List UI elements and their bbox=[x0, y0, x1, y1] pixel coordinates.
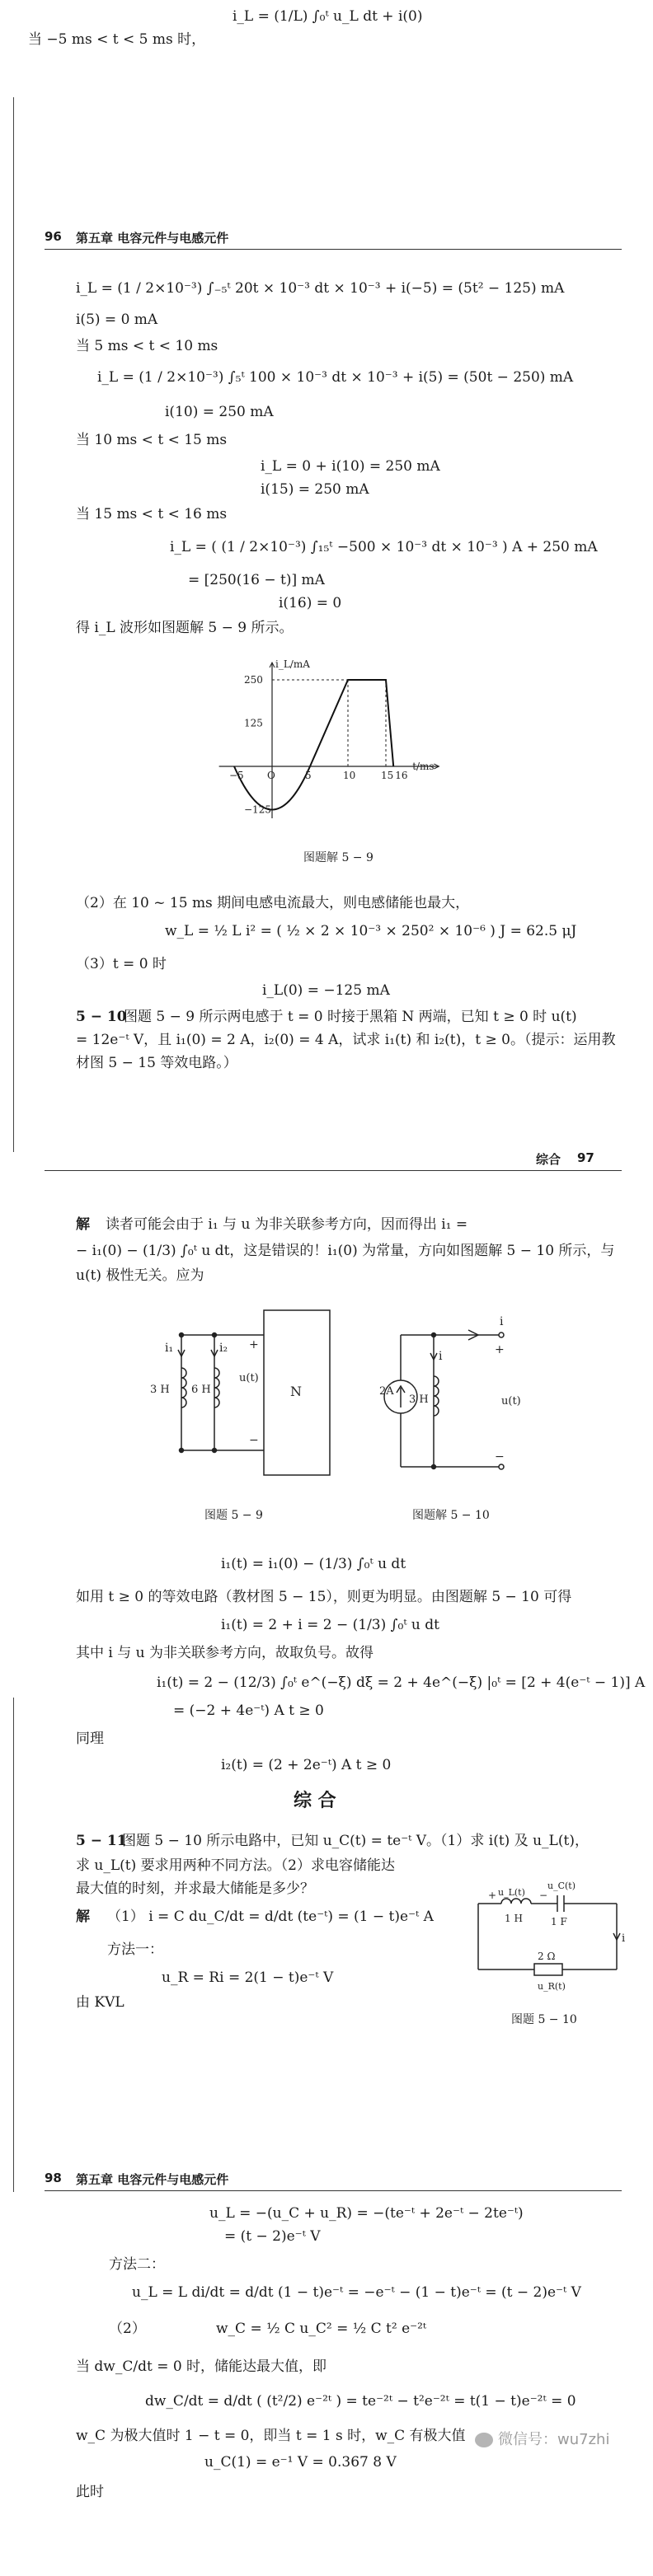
solution-label: 解 bbox=[76, 1216, 90, 1233]
label-plus: + bbox=[495, 1343, 505, 1356]
equation: u_L = L di/dt = d/dt (1 − t)e⁻ᵗ = −e⁻ᵗ − (1 − t)e⁻ᵗ = (t − 2)e⁻ᵗ V bbox=[132, 2284, 581, 2301]
equation: i₂(t) = (2 + 2e⁻ᵗ) A t ≥ 0 bbox=[221, 1757, 392, 1773]
inductor-3h bbox=[181, 1368, 186, 1407]
top-formula: i_L = (1/L) ∫₀ᵗ u_L dt + i(0) bbox=[233, 8, 423, 25]
problem-number: 5 − 11 bbox=[76, 1833, 127, 1849]
solution-text: u(t) 极性无关。应为 bbox=[76, 1267, 204, 1284]
circuit-figure-5-10 bbox=[468, 1879, 633, 2002]
text-line: 同理 bbox=[76, 1731, 104, 1747]
chapter-title: 第五章 电容元件与电感元件 bbox=[76, 231, 229, 246]
label-ul: u_L(t) bbox=[498, 1887, 525, 1898]
watermark bbox=[475, 2428, 609, 2449]
label-minus: − bbox=[539, 1890, 548, 1901]
chapter-title: 第五章 电容元件与电感元件 bbox=[76, 2172, 229, 2187]
problem-text: 图题 5 − 9 所示两电感于 t = 0 时接于黑箱 N 两端，已知 t ≥ 0 时 u(t) bbox=[124, 1009, 577, 1025]
x-tick-label: 15 bbox=[381, 770, 394, 781]
label-1f: 1 F bbox=[551, 1916, 567, 1927]
x-tick-label: 5 bbox=[305, 770, 312, 781]
text-line: 由 KVL bbox=[76, 1994, 124, 2011]
equation: （1） i = C du_C/dt = d/dt (te⁻ᵗ) = (1 − t)e⁻ᵗ A bbox=[107, 1909, 434, 1925]
chart-labels bbox=[229, 658, 435, 816]
problem-text: = 12e⁻ᵗ V，且 i₁(0) = 2 A，i₂(0) = 4 A，试求 i₁(t) 和 i₂(t)，t ≥ 0。（提示：运用教 bbox=[76, 1032, 616, 1048]
label-i1: i₁ bbox=[165, 1342, 174, 1355]
text-line: w_C 为极大值时 1 − t = 0，即当 t = 1 s 时，w_C 有极大值 bbox=[76, 2428, 466, 2444]
part3-text: （3）t = 0 时 bbox=[76, 956, 167, 972]
label-6h: 6 H bbox=[191, 1384, 211, 1396]
equation: = [250(16 − t)] mA bbox=[188, 572, 325, 588]
label-i: i bbox=[622, 1932, 626, 1945]
equation: = (−2 + 4e⁻ᵗ) A t ≥ 0 bbox=[173, 1703, 324, 1719]
energy-equation: w_L = ½ L i² = ( ½ × 2 × 10⁻³ × 250² × 10⁻⁶ ) J = 62.5 μJ bbox=[165, 923, 577, 939]
problem-text: 图题 5 − 10 所示电路中，已知 u_C(t) = te⁻ᵗ V。（1）求 i(t) 及 u_L(t)， bbox=[122, 1833, 589, 1849]
method-label: 方法二： bbox=[109, 2256, 165, 2273]
y-axis-label: i_L/mA bbox=[275, 658, 310, 670]
page-number: 96 bbox=[45, 229, 62, 244]
label-3h: 3 H bbox=[409, 1393, 429, 1406]
label-i2: i₂ bbox=[219, 1342, 228, 1355]
figure-caption: 图题 5 − 10 bbox=[511, 2013, 577, 2026]
problem-text: 材图 5 − 15 等效电路。） bbox=[76, 1055, 237, 1071]
method-label: 方法一： bbox=[107, 1941, 163, 1958]
condition: 当 15 ms < t < 16 ms bbox=[76, 506, 228, 522]
problem-number: 5 − 10 bbox=[76, 1009, 127, 1025]
x-tick-label: O bbox=[267, 770, 275, 781]
label-i-top: i bbox=[500, 1315, 504, 1328]
label-ur: u_R(t) bbox=[538, 1981, 566, 1992]
chart-marks bbox=[234, 680, 393, 810]
equation: i(16) = 0 bbox=[279, 595, 342, 611]
chart-axes bbox=[219, 663, 439, 818]
top-condition: 当 −5 ms < t < 5 ms 时， bbox=[28, 31, 206, 48]
x-axis-label: t/ms bbox=[412, 761, 435, 772]
equation: i_L = (1 / 2×10⁻³) ∫₅ᵗ 100 × 10⁻³ dt × 10⁻³ + i(5) = (50t − 250) mA bbox=[97, 369, 574, 386]
inductor-1h bbox=[501, 1899, 531, 1904]
condition: 当 10 ms < t < 15 ms bbox=[76, 432, 228, 448]
x-tick-label: −5 bbox=[229, 770, 244, 781]
x-tick-label: 16 bbox=[395, 770, 408, 781]
condition: 当 dw_C/dt = 0 时，储能达最大值，即 bbox=[76, 2358, 327, 2375]
page-number: 97 bbox=[577, 1150, 594, 1165]
resistor-2ohm bbox=[534, 1964, 562, 1975]
circuit-figure-solution-5-10 bbox=[378, 1302, 543, 1500]
equation: w_C = ½ C u_C² = ½ C t² e⁻²ᵗ bbox=[216, 2321, 427, 2337]
equation: i_L = (1 / 2×10⁻³) ∫₋₅ᵗ 20t × 10⁻³ dt × 10⁻³ + i(−5) = (5t² − 125) mA bbox=[76, 280, 565, 297]
equation: u_C(1) = e⁻¹ V = 0.367 8 V bbox=[204, 2454, 397, 2471]
section-heading: 综 合 bbox=[294, 1790, 336, 1811]
label-2a: 2A bbox=[379, 1385, 394, 1398]
waveform-line bbox=[234, 680, 393, 810]
equation: i₁(t) = 2 + i = 2 − (1/3) ∫₀ᵗ u dt bbox=[221, 1617, 439, 1633]
solution-text: 读者可能会由于 i₁ 与 u 为非关联参考方向，因而得出 i₁ = bbox=[106, 1216, 468, 1233]
label-uc: u_C(t) bbox=[547, 1880, 576, 1891]
initial-value: i_L(0) = −125 mA bbox=[262, 982, 390, 999]
equation: dw_C/dt = d/dt ( (t²/2) e⁻²ᵗ ) = te⁻²ᵗ − t²e⁻²ᵗ = t(1 − t)e⁻²ᵗ = 0 bbox=[145, 2393, 576, 2410]
figure-caption: 图题解 5 − 9 bbox=[303, 851, 373, 864]
label-1h: 1 H bbox=[505, 1913, 523, 1924]
circuit-figure-5-9 bbox=[148, 1302, 346, 1500]
condition: 当 5 ms < t < 10 ms bbox=[76, 338, 218, 354]
part-label: （2） bbox=[109, 2321, 146, 2337]
wechat-icon bbox=[475, 2433, 493, 2447]
label-plus: + bbox=[488, 1890, 497, 1901]
equation: i(5) = 0 mA bbox=[76, 311, 158, 328]
label-i: i bbox=[439, 1350, 443, 1363]
watermark-text: 微信号：wu7zhi bbox=[498, 2431, 610, 2448]
problem-text: 求 u_L(t) 要求用两种不同方法。（2）求电容储能达 bbox=[76, 1857, 395, 1874]
label-u: u(t) bbox=[501, 1395, 521, 1407]
inductor-6h bbox=[214, 1368, 219, 1407]
text-line: 其中 i 与 u 为非关联参考方向，故取负号。故得 bbox=[76, 1645, 374, 1661]
wave-line: 得 i_L 波形如图题解 5 − 9 所示。 bbox=[76, 620, 294, 636]
equation: u_R = Ri = 2(1 − t)e⁻ᵗ V bbox=[162, 1969, 334, 1986]
equation: i₁(t) = 2 − (12/3) ∫₀ᵗ e^(−ξ) dξ = 2 + 4e^(−ξ) |₀ᵗ = [2 + 4(e⁻ᵗ − 1)] A bbox=[157, 1674, 646, 1691]
label-2ohm: 2 Ω bbox=[538, 1951, 556, 1962]
equation: i(15) = 250 mA bbox=[261, 481, 369, 498]
label-minus: − bbox=[495, 1450, 505, 1464]
y-tick-label: 125 bbox=[244, 717, 263, 729]
equation: i(10) = 250 mA bbox=[165, 404, 274, 420]
section-name: 综合 bbox=[536, 1152, 561, 1167]
label-u: u(t) bbox=[239, 1372, 259, 1384]
page-number: 98 bbox=[45, 2171, 62, 2185]
label-minus: − bbox=[249, 1434, 259, 1447]
figure-caption: 图题解 5 − 10 bbox=[412, 1509, 490, 1522]
label-3h: 3 H bbox=[150, 1384, 170, 1396]
x-tick-label: 10 bbox=[343, 770, 356, 781]
equation: i_L = 0 + i(10) = 250 mA bbox=[261, 458, 440, 475]
solution-label: 解 bbox=[76, 1909, 90, 1925]
inductor-3h bbox=[434, 1376, 439, 1416]
text-line: 此时 bbox=[76, 2484, 104, 2500]
part2-text: （2）在 10 ~ 15 ms 期间电感电流最大，则电感储能也最大， bbox=[76, 895, 470, 911]
equation: i_L = ( (1 / 2×10⁻³) ∫₁₅ᵗ −500 × 10⁻³ dt × 10⁻³ ) A + 250 mA bbox=[170, 539, 598, 555]
y-tick-label: −125 bbox=[244, 803, 271, 816]
figure-caption: 图题 5 − 9 bbox=[204, 1509, 263, 1522]
label-n: N bbox=[290, 1384, 302, 1399]
equation: = (t − 2)e⁻ᵗ V bbox=[224, 2228, 321, 2245]
text-line: 如用 t ≥ 0 的等效电路（教材图 5 − 15），则更为明显。由图题解 5 − 10 可得 bbox=[76, 1589, 572, 1605]
equation: i₁(t) = i₁(0) − (1/3) ∫₀ᵗ u dt bbox=[221, 1556, 406, 1572]
label-plus: + bbox=[249, 1338, 259, 1351]
equation: u_L = −(u_C + u_R) = −(te⁻ᵗ + 2e⁻ᵗ − 2te⁻ᵗ) bbox=[209, 2205, 524, 2222]
solution-text: − i₁(0) − (1/3) ∫₀ᵗ u dt，这是错误的！i₁(0) 为常量，方向如图题解 5 − 10 所示，与 bbox=[76, 1243, 615, 1259]
waveform-chart bbox=[206, 643, 470, 849]
problem-text: 最大值的时刻，并求最大储能是多少？ bbox=[76, 1880, 314, 1897]
y-tick-label: 250 bbox=[244, 674, 263, 686]
